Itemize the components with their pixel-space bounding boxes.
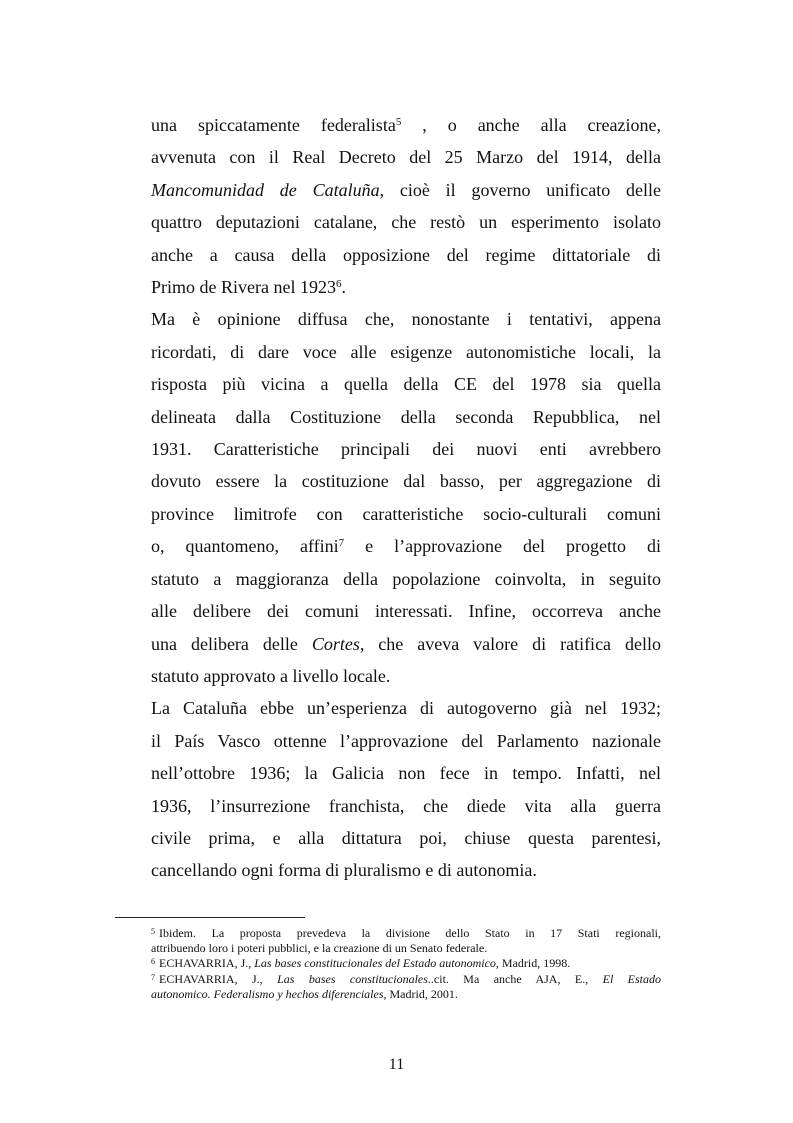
footnote-reference: 5 [395,116,402,128]
text-run: avvenuta con il Real Decreto del 25 Marzo del 1914, della [151,147,661,168]
footnote-line [151,941,661,956]
text-run: una delibera delle [151,633,312,654]
text-line [151,498,661,530]
text-line [151,433,661,465]
text-run: . [341,277,346,298]
text-line [151,790,661,822]
paragraph [151,692,661,886]
text-run: , cioè il governo unificato delle [379,179,662,200]
text-run: cancellando ogni forma di pluralismo e di autonomia. [151,860,537,881]
text-run: dovuto essere la costituzione dal basso, per aggregazione di [151,471,661,492]
body-text [151,109,661,887]
text-run: delineata dalla Costituzione della seconda Repubblica, nel [151,406,661,427]
text-run: risposta più vicina a quella della CE del 1978 sia quella [151,374,661,395]
text-run: ECHAVARRIA, J., [159,956,255,971]
text-run: La Cataluña ebbe un’esperienza di autogoverno già nel 1932; [151,698,661,719]
footnote [151,926,661,956]
text-run: , che aveva valore di ratifica dello [359,633,661,654]
text-run: statuto approvato a livello locale. [151,665,391,686]
text-run: quattro deputazioni catalane, che restò un esperimento isolato [151,212,661,233]
text-run: nell’ottobre 1936; la Galicia non fece in tempo. Infatti, nel [151,763,661,784]
text-line [151,822,661,854]
footnote-number: 5 [151,927,155,936]
italic-text: El Estado [602,971,662,986]
text-line [151,692,661,724]
text-run: statuto a maggioranza della popolazione coinvolta, in seguito [151,568,661,589]
italic-text: Cortes [311,633,360,654]
text-line [151,239,661,271]
text-run: province limitrofe con caratteristiche socio-culturali comuni [151,503,661,524]
footnote-number: 6 [151,957,155,967]
text-run: ..cit. Ma anche AJA, E., [427,971,603,986]
text-run: ricordati, di dare voce alle esigenze autonomistiche locali, la [151,341,661,362]
footnotes [151,926,661,1002]
footnote-line [151,926,661,941]
text-line [151,141,661,173]
text-line [151,465,661,497]
page-number: 11 [388,1056,405,1073]
text-run: , Madrid, 2001. [383,986,458,1001]
text-line [151,174,661,206]
text-line [151,401,661,433]
footnote-line [151,956,661,971]
footnote [151,956,661,971]
footnote-reference: 7 [338,537,345,550]
text-run: il País Vasco ottenne l’approvazione del Parlamento nazionale [151,730,661,751]
text-run: Ibidem. La proposta prevedeva la divisione dello Stato in 17 Stati regionali, [159,926,661,940]
italic-text: autonomico. Federalismo y hechos diferenciales [151,986,384,1001]
text-run: anche a causa della opposizione del regime dittatoriale di [151,244,661,265]
footnote-number: 7 [151,972,155,982]
footnote-reference: 6 [335,278,342,291]
text-run: , o anche alla creazione, [401,115,662,135]
text-run: attribuendo loro i poteri pubblici, e la creazione di un Senato federale. [151,941,488,956]
text-run: una spiccatamente federalista [151,115,396,135]
text-run: e l’approvazione del progetto di [344,536,661,557]
text-run: Ma è opinione diffusa che, nonostante i tentativi, appena [151,309,661,330]
text-line [151,628,661,660]
text-line [151,725,661,757]
text-run: 1936, l’insurrezione franchista, che diede vita alla guerra [151,795,661,816]
text-line [151,854,661,886]
text-line [151,271,661,303]
paragraph [151,303,661,692]
text-line [151,595,661,627]
footnote [151,972,661,1002]
text-line [151,336,661,368]
text-line [151,757,661,789]
text-line [151,660,661,692]
text-run: 1931. Caratteristiche principali dei nuovi enti avrebbero [151,439,661,460]
text-run: civile prima, e alla dittatura poi, chiuse questa parentesi, [151,827,661,848]
italic-text: Las bases constitucionales [277,971,428,986]
text-line [151,530,661,562]
italic-text: Mancomunidad de Cataluña [151,179,380,200]
text-run: Primo de Rivera nel 1923 [151,277,336,298]
footnote-line [151,987,661,1002]
footnote-separator [115,917,305,918]
text-line [151,109,661,141]
text-line [151,206,661,238]
footnote-line [151,972,661,987]
text-line [151,563,661,595]
paragraph [151,109,661,303]
italic-text: Las bases constitucionales del Estado autonomico [254,956,496,971]
text-run: o, quantomeno, affini [151,536,339,557]
text-line [151,303,661,335]
text-run: alle delibere dei comuni interessati. Infine, occorreva anche [151,601,661,622]
text-run: ECHAVARRIA, J., [159,971,278,986]
text-line [151,368,661,400]
text-run: , Madrid, 1998. [495,956,571,971]
